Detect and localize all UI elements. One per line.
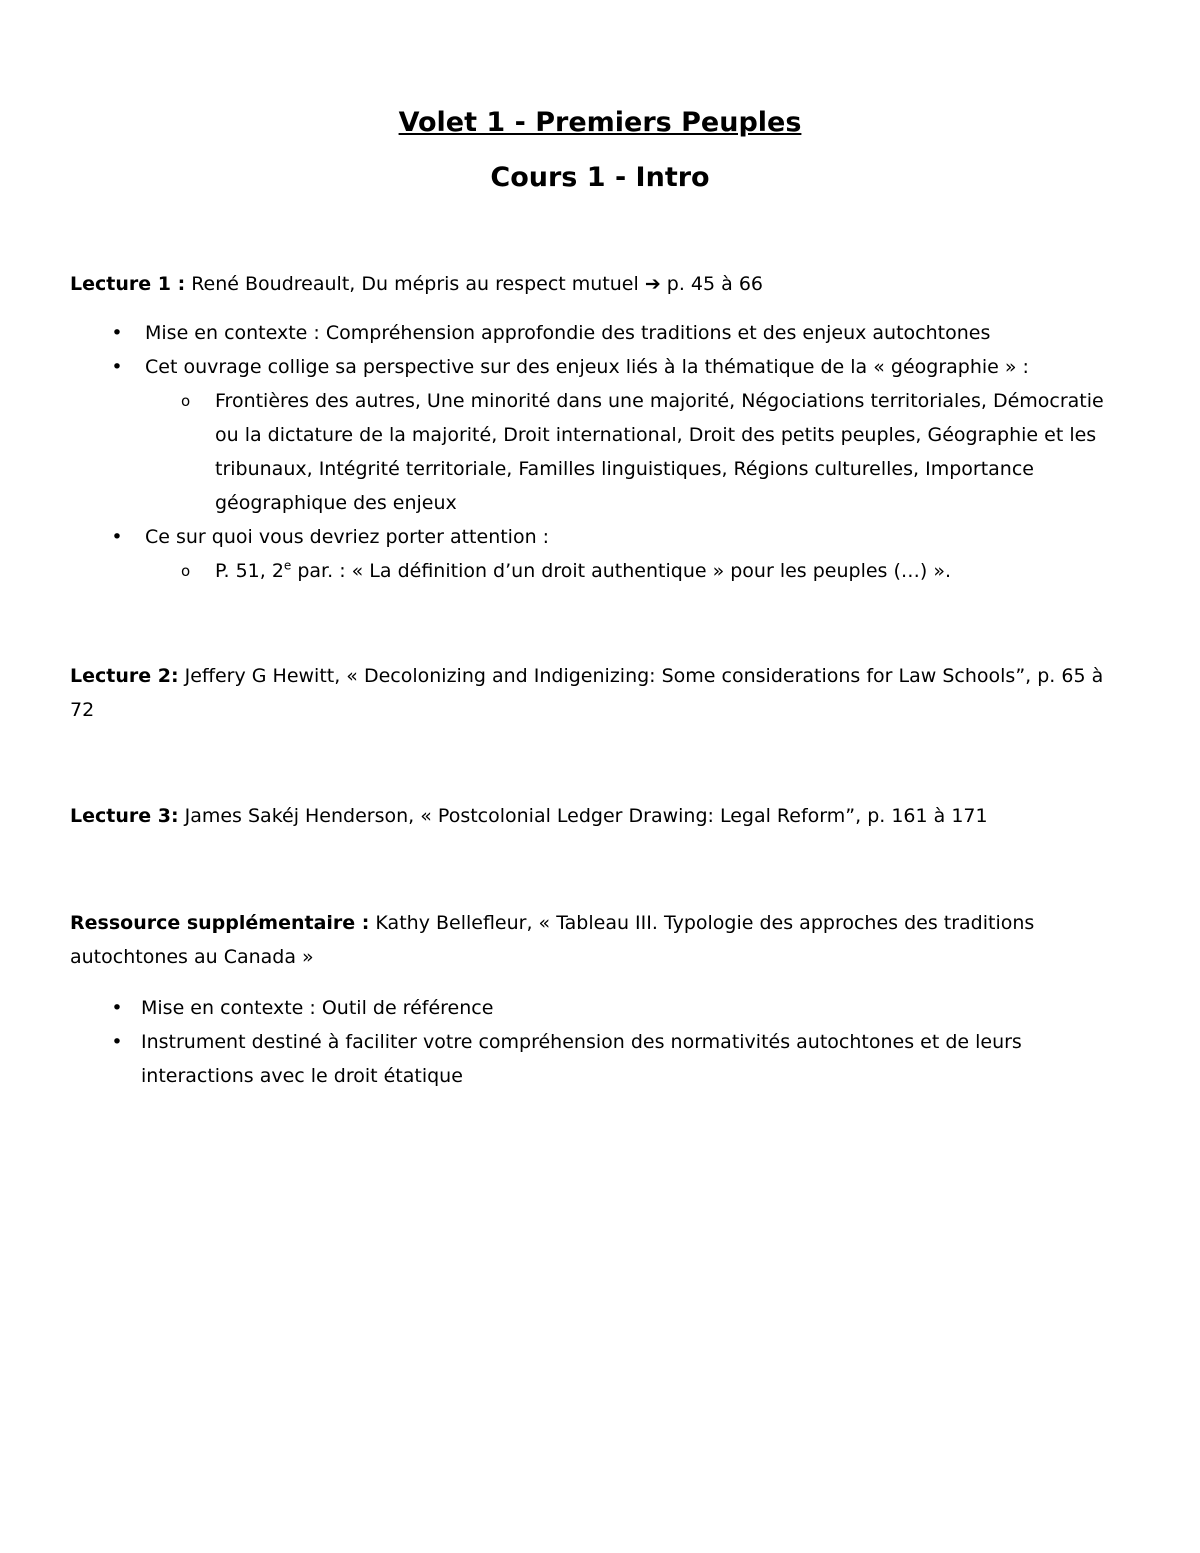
- lecture-1-label: Lecture 1 :: [70, 273, 186, 295]
- circle-bullet-icon: o: [181, 392, 191, 410]
- attention-page-ref: P. 51, 2: [215, 560, 284, 582]
- ressource-bullet-list: [70, 991, 1130, 1093]
- sublist-item-text: [215, 560, 951, 582]
- lecture-1-pages: p. 45 à 66: [660, 273, 763, 295]
- attention-quote: par. : « La définition d’un droit authentique » pour les peuples (…) ».: [291, 560, 952, 582]
- lecture-2-text: Jeffery G Hewitt, « Decolonizing and Indigenizing: Some considerations for Law Schools”, p. 65 à 72: [70, 665, 1104, 721]
- ressource-heading: [70, 906, 1130, 974]
- lecture-3-label: Lecture 3:: [70, 805, 179, 827]
- ordinal-superscript: e: [283, 558, 292, 573]
- lecture-2-label: Lecture 2:: [70, 665, 179, 687]
- circle-bullet-icon: o: [181, 562, 191, 580]
- geography-sublist: [145, 384, 1130, 520]
- lecture-3-text: James Sakéj Henderson, « Postcolonial Ledger Drawing: Legal Reform”, p. 161 à 171: [178, 805, 988, 827]
- list-item-text: Ce sur quoi vous devriez porter attention :: [145, 526, 550, 548]
- sublist-item: [145, 554, 1130, 588]
- bullet-icon: •: [111, 526, 123, 548]
- sublist-item-text: Frontières des autres, Une minorité dans une majorité, Négociations territoriales, Démocratie ou la dictature de la majorité, Droit international, Droit des petits peuples, Géographie et les tribunaux, Intégrité territoriale, Familles linguistiques, Régions culturelles, Importance géographique des enjeux: [215, 390, 1104, 514]
- list-item: [70, 350, 1130, 520]
- lecture-2-heading: [70, 659, 1130, 727]
- arrow-right-icon: ➔: [644, 273, 661, 295]
- attention-sublist: [145, 554, 1130, 588]
- lecture-1-text: René Boudreault, Du mépris au respect mutuel: [185, 273, 645, 295]
- list-item-text: Mise en contexte : Outil de référence: [141, 997, 494, 1019]
- list-item: [70, 991, 1130, 1025]
- sublist-item: [145, 384, 1130, 520]
- document-subtitle: Cours 1 - Intro: [490, 162, 710, 193]
- bullet-icon: •: [111, 997, 123, 1019]
- lecture-3-heading: [70, 799, 1130, 833]
- list-item-text: Mise en contexte : Compréhension approfondie des traditions et des enjeux autochtones: [145, 322, 991, 344]
- ressource-label: Ressource supplémentaire :: [70, 912, 370, 934]
- lecture-1-heading: [70, 267, 1130, 301]
- bullet-icon: •: [111, 356, 123, 378]
- list-item: [70, 1025, 1130, 1093]
- bullet-icon: •: [111, 1031, 123, 1053]
- bullet-icon: •: [111, 322, 123, 344]
- list-item: [70, 520, 1130, 588]
- lecture-1-bullet-list: [70, 316, 1130, 588]
- list-item-text: Cet ouvrage collige sa perspective sur des enjeux liés à la thématique de la « géographie » :: [145, 356, 1029, 378]
- list-item: [70, 316, 1130, 350]
- list-item-text: Instrument destiné à faciliter votre compréhension des normativités autochtones et de leurs interactions avec le droit étatique: [141, 1031, 1022, 1087]
- document-title: Volet 1 - Premiers Peuples: [398, 107, 802, 138]
- ressource-text: Kathy Bellefleur, « Tableau III. Typologie des approches des traditions autochtones au Canada »: [70, 912, 1035, 968]
